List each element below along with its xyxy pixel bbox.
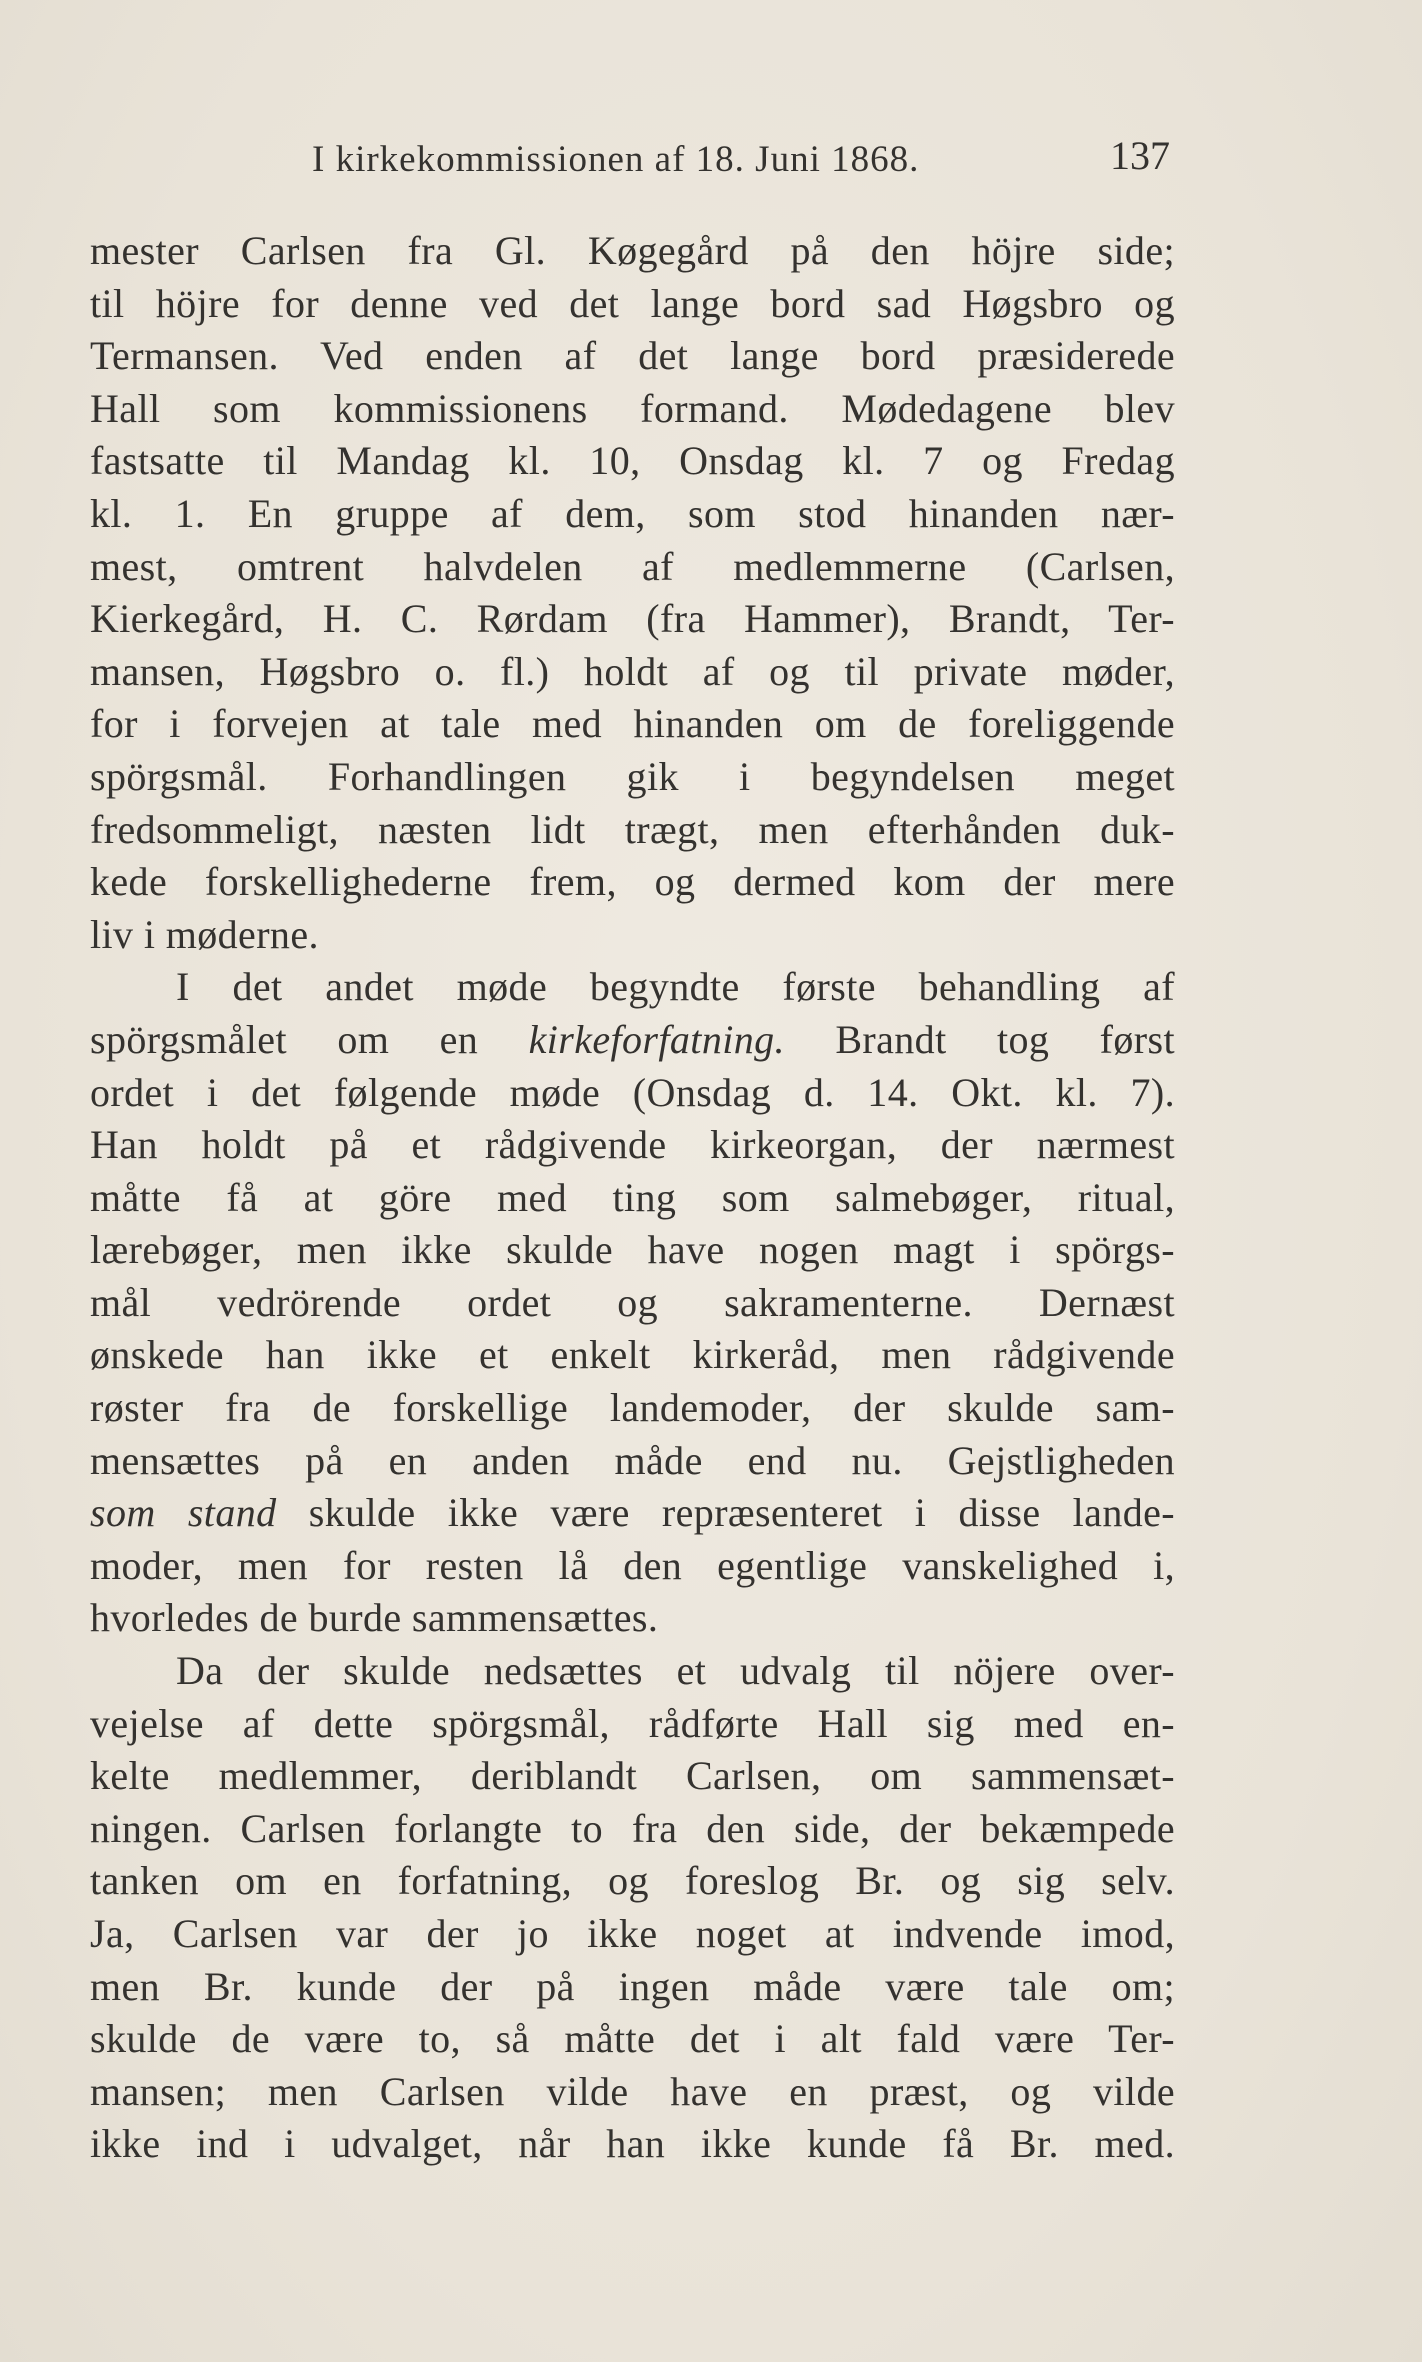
text-line: men Br. kunde der på ingen måde være tale om; (90, 1963, 1175, 2009)
text-line: kelte medlemmer, deriblandt Carlsen, om sammensæt- (90, 1753, 1175, 1799)
text-line: Kierkegård, H. C. Rørdam (fra Hammer), Brandt, Ter- (90, 596, 1175, 642)
italic-term: kirkeforfatning. (528, 1016, 785, 1062)
text-line: tanken om en forfatning, og foreslog Br. og sig selv. (90, 1858, 1175, 1904)
body-text (90, 225, 1175, 2171)
text-line: lærebøger, men ikke skulde have nogen magt i spörgs- (90, 1227, 1175, 1273)
text-run: skulde ikke være repræsenteret i disse lande- (276, 1490, 1175, 1536)
text-line: ordet i det følgende møde (Onsdag d. 14. Okt. kl. 7). (90, 1069, 1175, 1115)
page-number: 137 (1110, 133, 1170, 178)
text-line (90, 1487, 1175, 1540)
text-line: ønskede han ikke et enkelt kirkeråd, men rådgivende (90, 1332, 1175, 1378)
text-run: Brandt tog først (784, 1016, 1175, 1062)
text-line: kede forskellighederne frem, og dermed kom der mere (90, 859, 1175, 905)
text-line: mest, omtrent halvdelen af medlemmerne (Carlsen, (90, 543, 1175, 589)
text-line: fastsatte til Mandag kl. 10, Onsdag kl. 7 og Fredag (90, 438, 1175, 484)
text-line: til höjre for denne ved det lange bord sad Høgsbro og (90, 280, 1175, 326)
text-line (90, 1014, 1175, 1067)
text-line: Ja, Carlsen var der jo ikke noget at indvende imod, (90, 1911, 1175, 1956)
text-line: Da der skulde nedsættes et udvalg til nöjere over- (176, 1648, 1175, 1694)
text-line: mansen, Høgsbro o. fl.) holdt af og til private møder, (90, 648, 1175, 694)
text-line: ningen. Carlsen forlangte to fra den side, der bekæmpede (90, 1805, 1175, 1851)
text-line: røster fra de forskellige landemoder, der skulde sam- (90, 1385, 1175, 1431)
text-line: mansen; men Carlsen vilde have en præst, og vilde (90, 2068, 1175, 2114)
text-line: fredsommeligt, næsten lidt trægt, men efterhånden duk- (90, 806, 1175, 852)
text-line: liv i møderne. (90, 911, 319, 957)
text-line: skulde de være to, så måtte det i alt fald være Ter- (90, 2016, 1175, 2062)
text-line: kl. 1. En gruppe af dem, som stod hinanden nær- (90, 490, 1175, 536)
text-line: Hall som kommissionens formand. Mødedagene blev (90, 385, 1175, 431)
text-line: spörgsmål. Forhandlingen gik i begyndelsen meget (90, 753, 1175, 799)
italic-term: som stand (90, 1490, 277, 1536)
text-line: ikke ind i udvalget, når han ikke kunde få Br. med. (90, 2121, 1175, 2167)
running-header (90, 132, 1170, 192)
text-line: vejelse af dette spörgsmål, rådførte Hall sig med en- (90, 1700, 1175, 1746)
text-line: mål vedrörende ordet og sakramenterne. Dernæst (90, 1279, 1175, 1325)
text-line: I det andet møde begyndte første behandling af (176, 964, 1175, 1010)
text-line: Termansen. Ved enden af det lange bord præsiderede (90, 333, 1175, 379)
text-line: hvorledes de burde sammensættes. (90, 1595, 659, 1641)
text-line: måtte få at göre med ting som salmebøger, ritual, (90, 1174, 1175, 1220)
text-line: moder, men for resten lå den egentlige vanskelighed i, (90, 1542, 1175, 1588)
text-run: spörgsmålet om en (90, 1016, 529, 1062)
running-title: I kirkekommissionen af 18. Juni 1868. (312, 139, 920, 180)
text-line: Han holdt på et rådgivende kirkeorgan, der nærmest (90, 1122, 1175, 1168)
text-line: for i forvejen at tale med hinanden om de foreliggende (90, 701, 1175, 747)
text-line: mensættes på en anden måde end nu. Gejstligheden (90, 1437, 1175, 1483)
text-line: mester Carlsen fra Gl. Køgegård på den höjre side; (90, 228, 1175, 273)
